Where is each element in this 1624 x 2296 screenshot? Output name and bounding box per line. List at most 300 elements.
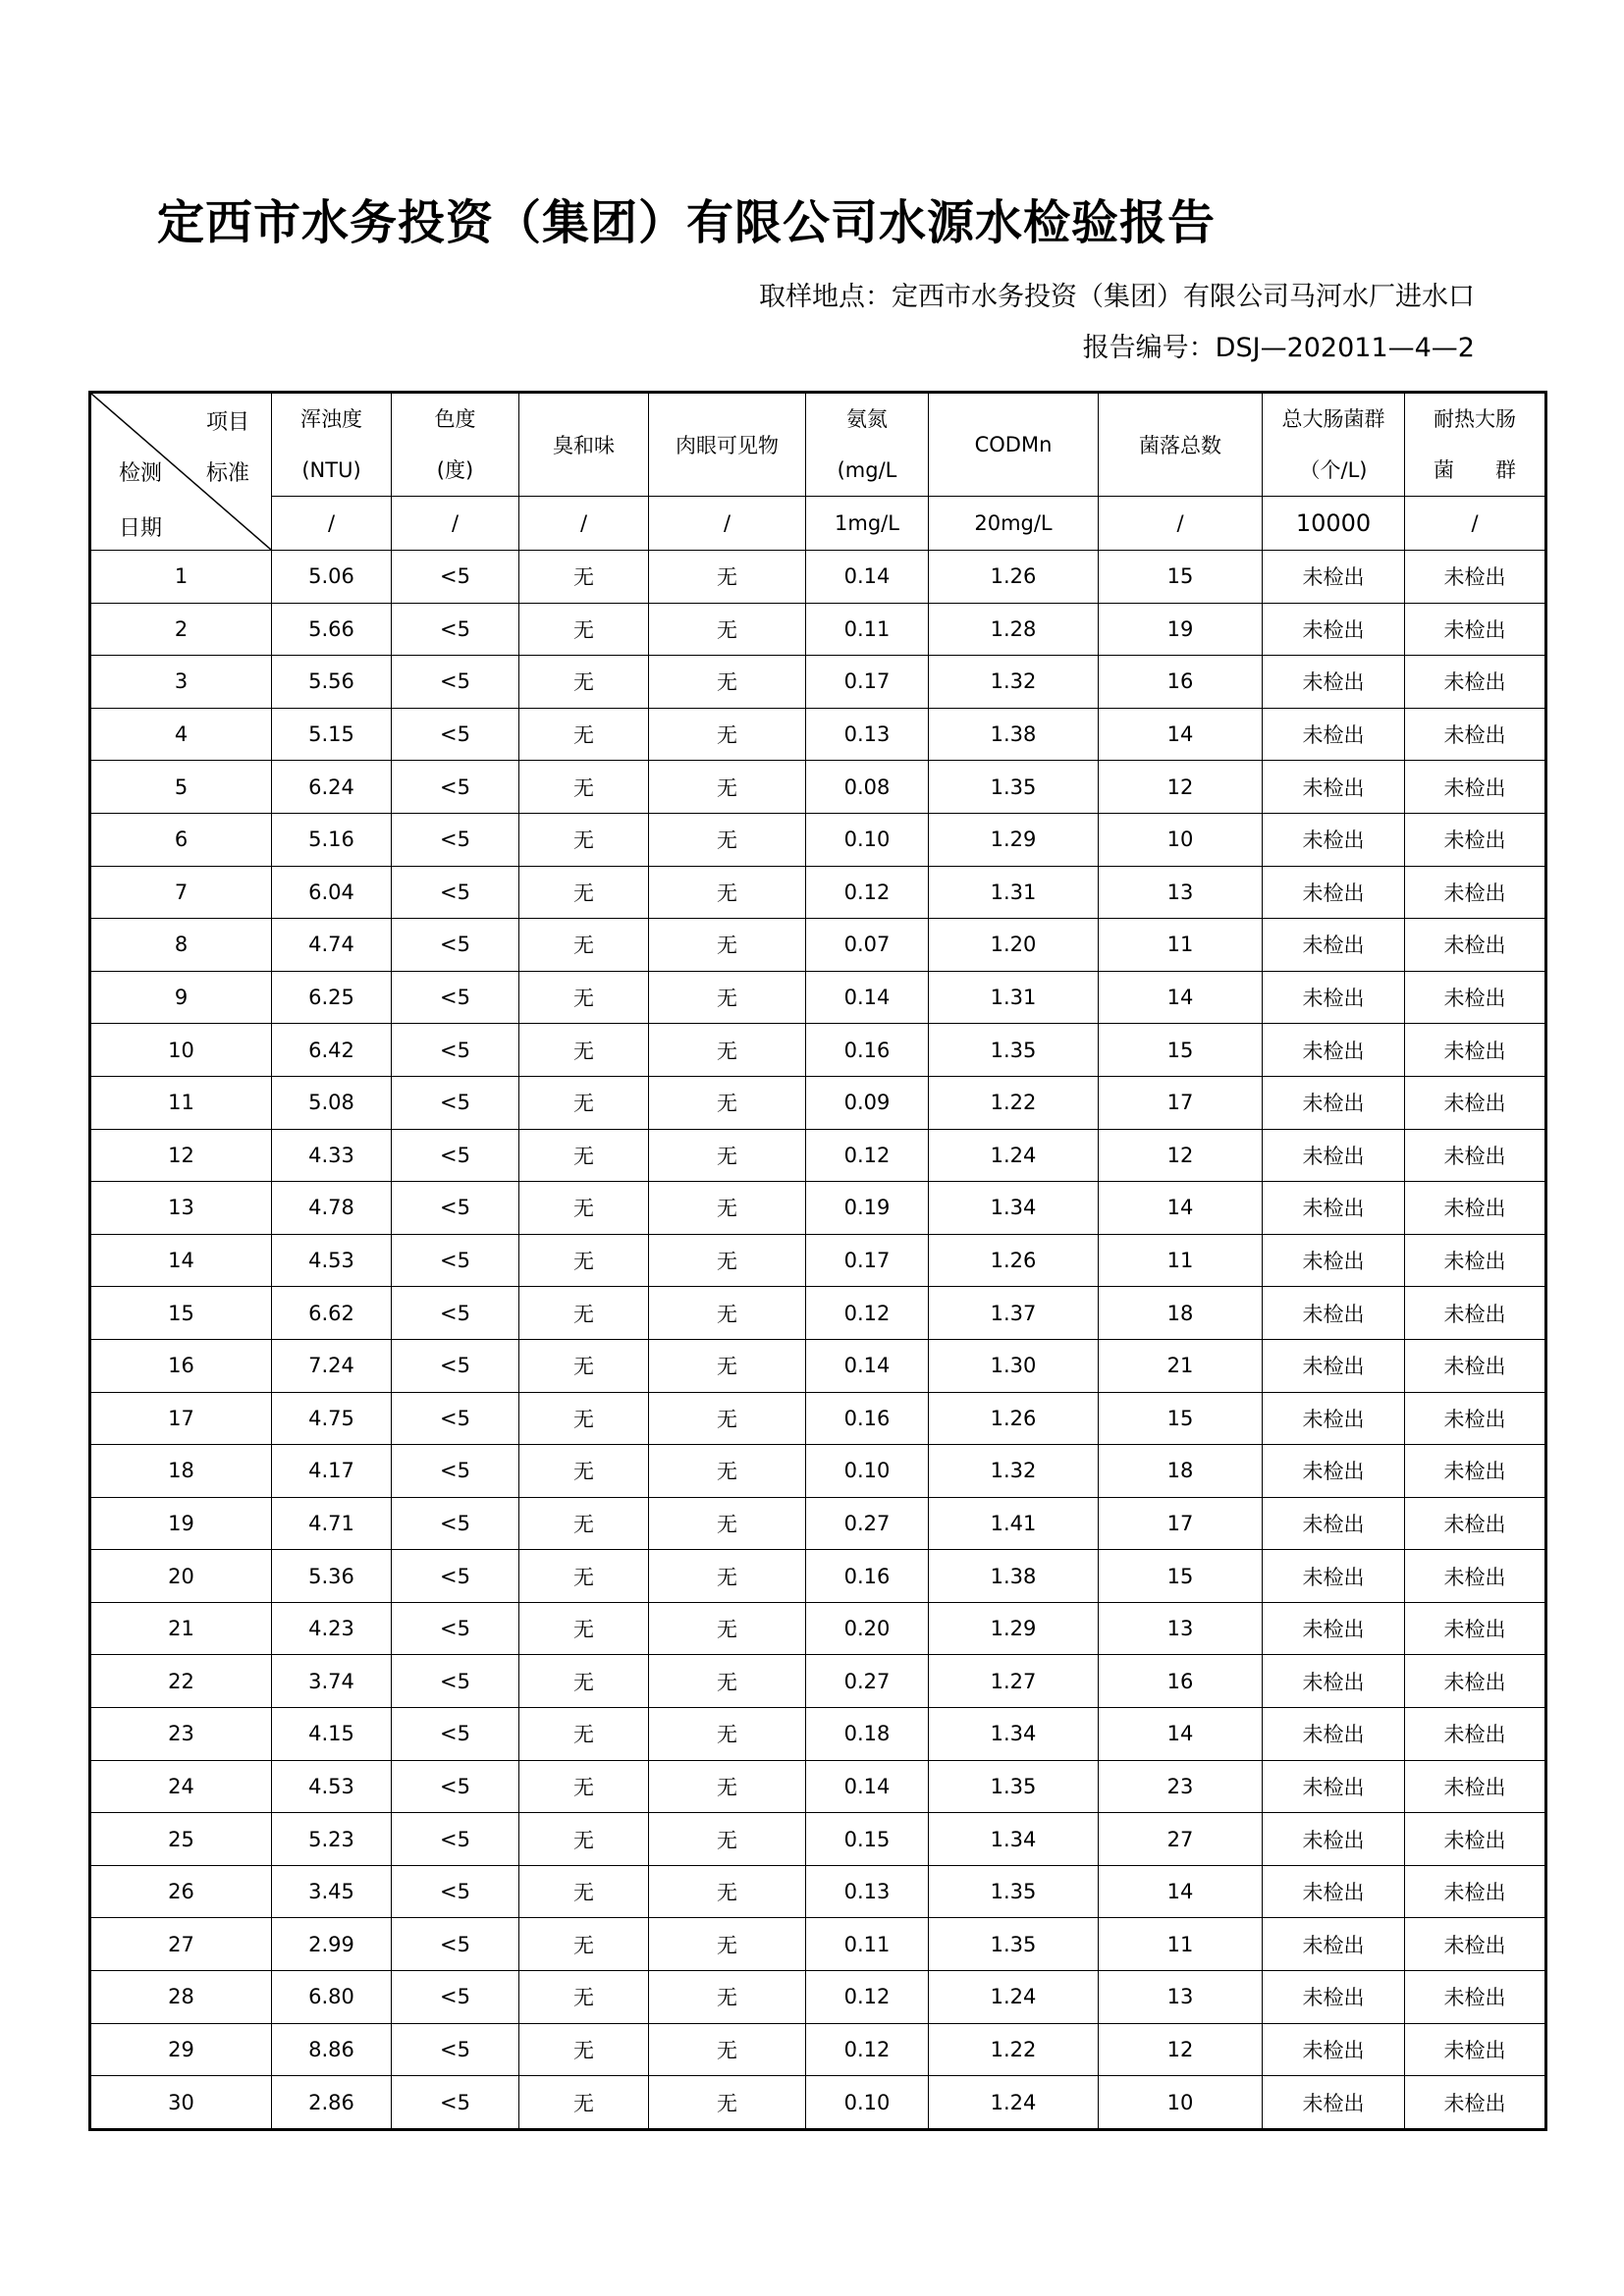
value-cell: 14	[1099, 971, 1263, 1024]
value-cell: 1.22	[929, 2023, 1099, 2076]
value-cell: 无	[649, 919, 806, 972]
value-cell: 未检出	[1405, 761, 1546, 814]
report-number: 报告编号：DSJ—202011—4—2	[1082, 333, 1475, 363]
value-cell: 无	[519, 1392, 649, 1445]
value-cell: 0.11	[806, 603, 929, 656]
value-cell: <5	[392, 1918, 519, 1971]
value-cell: 1.35	[929, 1918, 1099, 1971]
value-cell: <5	[392, 551, 519, 604]
value-cell: 12	[1099, 2023, 1263, 2076]
value-cell: 无	[519, 1445, 649, 1498]
value-cell: 1.35	[929, 1024, 1099, 1077]
value-cell: <5	[392, 1445, 519, 1498]
value-cell: 未检出	[1263, 1602, 1405, 1655]
value-cell: <5	[392, 866, 519, 919]
table-row	[90, 551, 1546, 604]
value-cell: 未检出	[1263, 1550, 1405, 1603]
value-cell: 无	[519, 1550, 649, 1603]
value-cell: 无	[649, 1024, 806, 1077]
value-cell: 无	[519, 1182, 649, 1235]
value-cell: 无	[649, 708, 806, 761]
value-cell: 11	[1099, 919, 1263, 972]
value-cell: 未检出	[1405, 813, 1546, 866]
value-cell: 4.15	[272, 1708, 392, 1761]
value-cell: 6.62	[272, 1287, 392, 1340]
value-cell: 0.10	[806, 2076, 929, 2130]
value-cell: 未检出	[1263, 1971, 1405, 2024]
value-cell: 18	[1099, 1445, 1263, 1498]
value-cell: 13	[1099, 1971, 1263, 2024]
table-row	[90, 1076, 1546, 1129]
corner-item-label: 项目	[205, 410, 249, 435]
value-cell: 14	[1099, 1708, 1263, 1761]
value-cell: <5	[392, 603, 519, 656]
value-cell: 10	[1099, 2076, 1263, 2130]
value-cell: 无	[649, 1760, 806, 1813]
value-cell: 0.08	[806, 761, 929, 814]
col-header-name: 氨氮	[846, 407, 888, 431]
value-cell: 未检出	[1405, 1182, 1546, 1235]
value-cell: 0.07	[806, 919, 929, 972]
table-row	[90, 1182, 1546, 1235]
value-cell: 未检出	[1263, 1076, 1405, 1129]
value-cell: 无	[519, 1865, 649, 1918]
value-cell: 3.45	[272, 1865, 392, 1918]
value-cell: 18	[1099, 1287, 1263, 1340]
value-cell: <5	[392, 1392, 519, 1445]
date-cell: 21	[90, 1602, 272, 1655]
col-header-turbidity	[272, 393, 392, 497]
value-cell: 无	[649, 971, 806, 1024]
value-cell: 0.16	[806, 1024, 929, 1077]
value-cell: 无	[519, 866, 649, 919]
col-header-unit: (mg/L	[837, 458, 897, 482]
value-cell: <5	[392, 2076, 519, 2130]
value-cell: <5	[392, 708, 519, 761]
value-cell: 7.24	[272, 1339, 392, 1392]
value-cell: 2.86	[272, 2076, 392, 2130]
date-cell: 2	[90, 603, 272, 656]
value-cell: 未检出	[1263, 551, 1405, 604]
value-cell: 1.24	[929, 1129, 1099, 1182]
date-cell: 13	[90, 1182, 272, 1235]
value-cell: 14	[1099, 1182, 1263, 1235]
value-cell: 4.78	[272, 1182, 392, 1235]
value-cell: 未检出	[1263, 813, 1405, 866]
value-cell: 未检出	[1263, 1865, 1405, 1918]
value-cell: 6.80	[272, 1971, 392, 2024]
value-cell: 0.15	[806, 1813, 929, 1866]
value-cell: 未检出	[1263, 1655, 1405, 1708]
value-cell: <5	[392, 919, 519, 972]
value-cell: 4.23	[272, 1602, 392, 1655]
value-cell: 0.14	[806, 1760, 929, 1813]
value-cell: 0.14	[806, 551, 929, 604]
value-cell: <5	[392, 1024, 519, 1077]
date-cell: 10	[90, 1024, 272, 1077]
value-cell: 未检出	[1405, 1971, 1546, 2024]
table-row	[90, 971, 1546, 1024]
value-cell: 12	[1099, 1129, 1263, 1182]
value-cell: <5	[392, 1971, 519, 2024]
value-cell: 未检出	[1405, 1392, 1546, 1445]
value-cell: 无	[649, 1392, 806, 1445]
value-cell: 无	[649, 1497, 806, 1550]
value-cell: 未检出	[1405, 866, 1546, 919]
value-cell: 未检出	[1405, 1339, 1546, 1392]
value-cell: 未检出	[1405, 656, 1546, 709]
value-cell: <5	[392, 1234, 519, 1287]
standard-cell: /	[272, 497, 392, 551]
value-cell: 无	[519, 919, 649, 972]
value-cell: 未检出	[1405, 2076, 1546, 2130]
value-cell: 4.71	[272, 1497, 392, 1550]
value-cell: 0.10	[806, 1445, 929, 1498]
value-cell: 5.36	[272, 1550, 392, 1603]
standard-cell: /	[392, 497, 519, 551]
value-cell: 无	[649, 2023, 806, 2076]
value-cell: 无	[519, 1708, 649, 1761]
table-row	[90, 919, 1546, 972]
value-cell: 无	[649, 1129, 806, 1182]
value-cell: 4.17	[272, 1445, 392, 1498]
value-cell: 无	[649, 1708, 806, 1761]
value-cell: 无	[649, 1655, 806, 1708]
date-cell: 19	[90, 1497, 272, 1550]
table-row	[90, 1392, 1546, 1445]
col-header-name: 色度	[434, 407, 476, 431]
value-cell: 无	[649, 656, 806, 709]
value-cell: 无	[649, 603, 806, 656]
col-header-unit: （个/L)	[1299, 458, 1368, 482]
value-cell: 15	[1099, 1550, 1263, 1603]
value-cell: 无	[519, 1076, 649, 1129]
corner-check-label: 检测	[119, 461, 163, 486]
table-row	[90, 2076, 1546, 2130]
value-cell: 1.31	[929, 866, 1099, 919]
water-quality-table	[88, 391, 1547, 2131]
value-cell: 无	[519, 1760, 649, 1813]
date-cell: 22	[90, 1655, 272, 1708]
value-cell: 0.12	[806, 866, 929, 919]
value-cell: 未检出	[1263, 1813, 1405, 1866]
value-cell: 未检出	[1405, 1076, 1546, 1129]
table-row	[90, 1445, 1546, 1498]
value-cell: 1.20	[929, 919, 1099, 972]
value-cell: 1.29	[929, 1602, 1099, 1655]
col-header-visible-matter	[649, 393, 806, 497]
value-cell: 未检出	[1405, 971, 1546, 1024]
value-cell: 未检出	[1405, 1550, 1546, 1603]
value-cell: <5	[392, 1865, 519, 1918]
value-cell: 未检出	[1405, 1655, 1546, 1708]
col-header-total-coliform	[1263, 393, 1405, 497]
value-cell: 11	[1099, 1918, 1263, 1971]
value-cell: 0.13	[806, 708, 929, 761]
table-row	[90, 708, 1546, 761]
value-cell: 0.13	[806, 1865, 929, 1918]
date-cell: 7	[90, 866, 272, 919]
col-header-thermo-coliform	[1405, 393, 1546, 497]
standard-cell: 10000	[1263, 497, 1405, 551]
value-cell: 未检出	[1263, 1392, 1405, 1445]
value-cell: 未检出	[1263, 1497, 1405, 1550]
date-cell: 8	[90, 919, 272, 972]
value-cell: 未检出	[1405, 1602, 1546, 1655]
value-cell: 0.12	[806, 1129, 929, 1182]
date-cell: 16	[90, 1339, 272, 1392]
value-cell: 5.15	[272, 708, 392, 761]
value-cell: 5.16	[272, 813, 392, 866]
value-cell: 1.32	[929, 1445, 1099, 1498]
value-cell: 无	[649, 1182, 806, 1235]
value-cell: 未检出	[1263, 1918, 1405, 1971]
value-cell: 1.29	[929, 813, 1099, 866]
value-cell: 4.33	[272, 1129, 392, 1182]
date-cell: 27	[90, 1918, 272, 1971]
value-cell: 5.66	[272, 603, 392, 656]
value-cell: 1.35	[929, 1760, 1099, 1813]
value-cell: 未检出	[1263, 708, 1405, 761]
value-cell: 10	[1099, 813, 1263, 866]
value-cell: 0.10	[806, 813, 929, 866]
value-cell: 5.08	[272, 1076, 392, 1129]
value-cell: 无	[519, 1129, 649, 1182]
value-cell: <5	[392, 1760, 519, 1813]
table-row	[90, 2023, 1546, 2076]
table-row	[90, 1971, 1546, 2024]
col-header-name: 总大肠菌群	[1281, 407, 1385, 431]
col-header-name: 浑浊度	[300, 407, 362, 431]
date-cell: 3	[90, 656, 272, 709]
value-cell: 无	[519, 2076, 649, 2130]
value-cell: 5.56	[272, 656, 392, 709]
value-cell: 无	[649, 813, 806, 866]
value-cell: 6.04	[272, 866, 392, 919]
value-cell: 0.09	[806, 1076, 929, 1129]
value-cell: 无	[649, 1813, 806, 1866]
value-cell: 无	[519, 1918, 649, 1971]
col-header-unit: (度)	[436, 458, 474, 482]
value-cell: 1.22	[929, 1076, 1099, 1129]
value-cell: 17	[1099, 1497, 1263, 1550]
standard-cell: /	[649, 497, 806, 551]
value-cell: 无	[519, 971, 649, 1024]
value-cell: 无	[649, 1287, 806, 1340]
value-cell: 无	[649, 1971, 806, 2024]
value-cell: 0.11	[806, 1918, 929, 1971]
header-row-standards	[90, 497, 1546, 551]
date-cell: 24	[90, 1760, 272, 1813]
value-cell: 3.74	[272, 1655, 392, 1708]
date-cell: 14	[90, 1234, 272, 1287]
value-cell: <5	[392, 1339, 519, 1392]
value-cell: 1.38	[929, 708, 1099, 761]
standard-cell: /	[1099, 497, 1263, 551]
value-cell: <5	[392, 813, 519, 866]
col-header-name: 耐热大肠	[1434, 407, 1516, 431]
col-header-odor	[519, 393, 649, 497]
col-header-codmn	[929, 393, 1099, 497]
value-cell: 未检出	[1405, 603, 1546, 656]
value-cell: 未检出	[1405, 551, 1546, 604]
value-cell: 未检出	[1263, 919, 1405, 972]
value-cell: <5	[392, 1287, 519, 1340]
table-row	[90, 1234, 1546, 1287]
value-cell: 未检出	[1263, 1339, 1405, 1392]
date-cell: 9	[90, 971, 272, 1024]
table-row	[90, 1287, 1546, 1340]
date-cell: 1	[90, 551, 272, 604]
sampling-location: 取样地点：定西市水务投资（集团）有限公司马河水厂进水口	[759, 282, 1475, 312]
value-cell: 5.06	[272, 551, 392, 604]
table-row	[90, 866, 1546, 919]
date-cell: 11	[90, 1076, 272, 1129]
value-cell: 未检出	[1405, 1813, 1546, 1866]
value-cell: 无	[519, 656, 649, 709]
date-cell: 17	[90, 1392, 272, 1445]
table-row	[90, 1655, 1546, 1708]
value-cell: 未检出	[1263, 1708, 1405, 1761]
date-cell: 4	[90, 708, 272, 761]
value-cell: 0.20	[806, 1602, 929, 1655]
value-cell: 未检出	[1263, 866, 1405, 919]
table-row	[90, 1339, 1546, 1392]
value-cell: 未检出	[1405, 1918, 1546, 1971]
value-cell: 无	[649, 551, 806, 604]
standard-cell: 20mg/L	[929, 497, 1099, 551]
col-header-unit: 菌 群	[1434, 458, 1516, 482]
value-cell: 2.99	[272, 1918, 392, 1971]
value-cell: 1.34	[929, 1813, 1099, 1866]
value-cell: 0.27	[806, 1497, 929, 1550]
value-cell: 未检出	[1405, 2023, 1546, 2076]
value-cell: 0.17	[806, 1234, 929, 1287]
table-row	[90, 1760, 1546, 1813]
value-cell: 6.24	[272, 761, 392, 814]
value-cell: 23	[1099, 1760, 1263, 1813]
value-cell: 12	[1099, 761, 1263, 814]
value-cell: 无	[649, 1918, 806, 1971]
value-cell: 无	[649, 1550, 806, 1603]
value-cell: 未检出	[1263, 1445, 1405, 1498]
value-cell: 0.14	[806, 1339, 929, 1392]
value-cell: 无	[519, 1655, 649, 1708]
value-cell: 1.32	[929, 656, 1099, 709]
value-cell: 未检出	[1405, 1497, 1546, 1550]
col-header-name: CODMn	[974, 433, 1053, 456]
value-cell: 无	[519, 2023, 649, 2076]
value-cell: 无	[519, 1971, 649, 2024]
value-cell: 0.12	[806, 2023, 929, 2076]
value-cell: 无	[649, 761, 806, 814]
date-cell: 20	[90, 1550, 272, 1603]
col-header-color	[392, 393, 519, 497]
value-cell: 无	[649, 1602, 806, 1655]
value-cell: 4.53	[272, 1234, 392, 1287]
value-cell: 无	[649, 1445, 806, 1498]
report-title: 定西市水务投资（集团）有限公司水源水检验报告	[157, 195, 1217, 250]
value-cell: 1.35	[929, 761, 1099, 814]
value-cell: 未检出	[1405, 708, 1546, 761]
value-cell: 未检出	[1405, 1129, 1546, 1182]
col-header-colony-count	[1099, 393, 1263, 497]
date-cell: 12	[90, 1129, 272, 1182]
date-cell: 23	[90, 1708, 272, 1761]
value-cell: 1.34	[929, 1708, 1099, 1761]
value-cell: 无	[649, 866, 806, 919]
table-row	[90, 1708, 1546, 1761]
value-cell: 5.23	[272, 1813, 392, 1866]
value-cell: 14	[1099, 1865, 1263, 1918]
value-cell: 无	[519, 603, 649, 656]
standard-cell: 1mg/L	[806, 497, 929, 551]
value-cell: <5	[392, 1708, 519, 1761]
date-cell: 29	[90, 2023, 272, 2076]
value-cell: 19	[1099, 603, 1263, 656]
table-row	[90, 1602, 1546, 1655]
value-cell: 无	[519, 1234, 649, 1287]
col-header-ammonia	[806, 393, 929, 497]
value-cell: 0.12	[806, 1971, 929, 2024]
value-cell: <5	[392, 1550, 519, 1603]
value-cell: 无	[519, 761, 649, 814]
value-cell: 0.18	[806, 1708, 929, 1761]
value-cell: 无	[649, 1076, 806, 1129]
value-cell: 1.37	[929, 1287, 1099, 1340]
date-cell: 6	[90, 813, 272, 866]
value-cell: 13	[1099, 866, 1263, 919]
value-cell: 0.19	[806, 1182, 929, 1235]
value-cell: 未检出	[1405, 919, 1546, 972]
standard-cell: /	[519, 497, 649, 551]
col-header-name: 肉眼可见物	[676, 434, 779, 457]
table-row	[90, 761, 1546, 814]
value-cell: 6.42	[272, 1024, 392, 1077]
corner-date-label: 日期	[119, 516, 163, 541]
value-cell: 无	[519, 1024, 649, 1077]
value-cell: 未检出	[1263, 1760, 1405, 1813]
value-cell: 27	[1099, 1813, 1263, 1866]
value-cell: <5	[392, 1076, 519, 1129]
header-row-names	[90, 393, 1546, 497]
value-cell: 无	[649, 1234, 806, 1287]
value-cell: 0.14	[806, 971, 929, 1024]
value-cell: 未检出	[1263, 603, 1405, 656]
value-cell: 4.74	[272, 919, 392, 972]
value-cell: <5	[392, 656, 519, 709]
value-cell: <5	[392, 2023, 519, 2076]
value-cell: <5	[392, 1655, 519, 1708]
date-cell: 18	[90, 1445, 272, 1498]
value-cell: 0.16	[806, 1550, 929, 1603]
value-cell: 0.12	[806, 1287, 929, 1340]
value-cell: 0.17	[806, 656, 929, 709]
value-cell: 1.41	[929, 1497, 1099, 1550]
table-row	[90, 656, 1546, 709]
value-cell: 1.34	[929, 1182, 1099, 1235]
value-cell: 1.28	[929, 603, 1099, 656]
value-cell: 未检出	[1263, 1287, 1405, 1340]
date-cell: 30	[90, 2076, 272, 2130]
value-cell: 15	[1099, 1024, 1263, 1077]
value-cell: 1.31	[929, 971, 1099, 1024]
value-cell: <5	[392, 1602, 519, 1655]
value-cell: 14	[1099, 708, 1263, 761]
value-cell: 未检出	[1405, 1708, 1546, 1761]
date-cell: 15	[90, 1287, 272, 1340]
value-cell: 未检出	[1263, 1182, 1405, 1235]
